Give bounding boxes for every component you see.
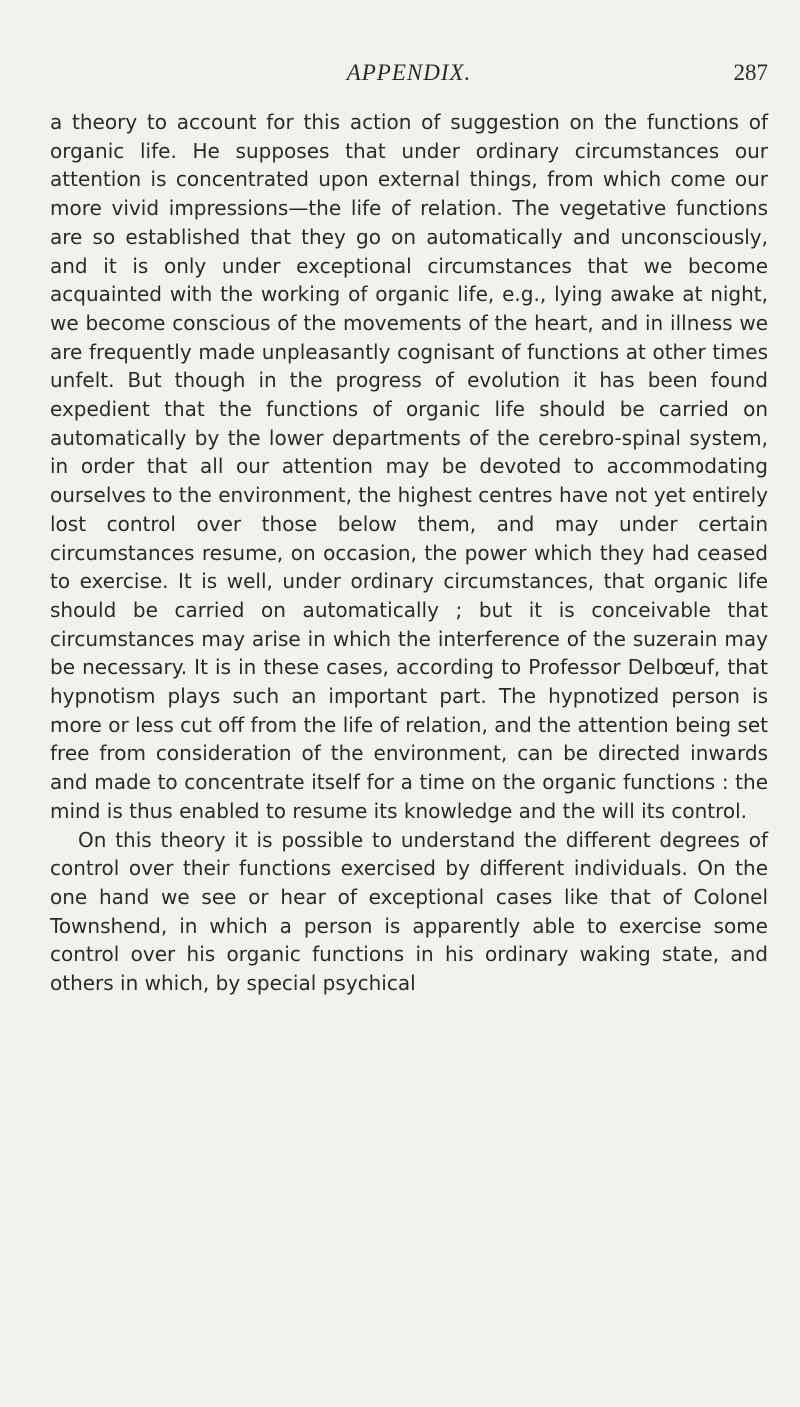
paragraph: a theory to account for this action of suggestion on the functions of organic life. He supposes that under ordinary circumstances our attention is concentrated upon external things, from which come our more vivid impressions—the life of relation. The vegetative functions are so established that they go on automatically and unconsciously, and it is only under exceptional circumstances that we become acquainted with the working of organic life, e.g., lying awake at night, we become conscious of the movements of the heart, and in illness we are frequently made unpleasantly cognisant of functions at other times unfelt. But though in the progress of evolution it has been found expedient that the functions of organic life should be carried on automatically by the lower departments of the cerebro-spinal system, in order that all our attention may be devoted to accommodating ourselves to the environment, the highest centres have not yet entirely lost control over those below them, and may under certain circumstances resume, on occasion, the power which they had ceased to exercise. It is well, under ordinary circumstances, that organic life should be carried on automatically ; but it is conceivable that circumstances may arise in which the interference of the suzerain may be necessary. It is in these cases, according to Professor Delbœuf, that hypnotism plays such an important part. The hypnotized person is more or less cut off from the life of relation, and the attention being set free from consideration of the environment, can be directed inwards and made to concentrate itself for a time on the organic functions : the mind is thus enabled to resume its knowledge and the will its control. (50, 110, 768, 823)
page-number: 287 (733, 60, 768, 85)
body-text (50, 108, 768, 998)
running-head: APPENDIX. (346, 60, 472, 85)
paragraph: On this theory it is possible to understand the different degrees of control over their functions exercised by different individuals. On the one hand we see or hear of exceptional cases like that of Colonel Townshend, in which a person is apparently able to exercise some control over his organic functions in his ordinary waking state, and others in which, by special psychical (50, 827, 768, 996)
page-header (50, 60, 768, 96)
